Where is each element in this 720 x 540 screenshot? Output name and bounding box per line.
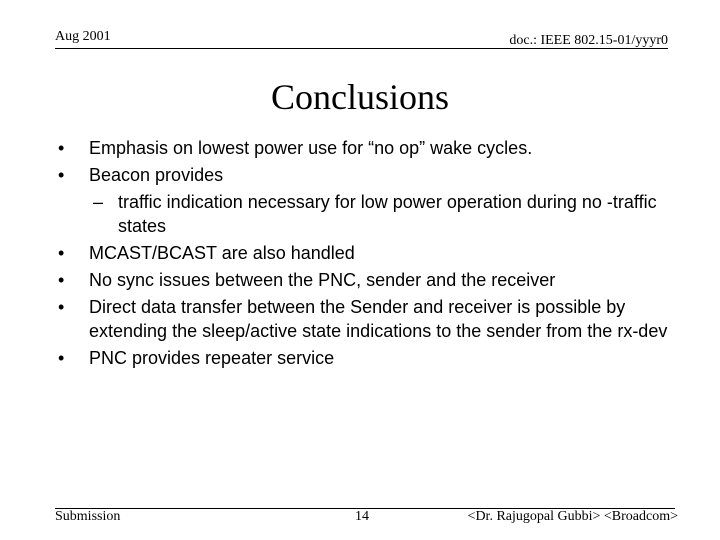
bullet-text: Beacon provides bbox=[89, 165, 224, 185]
bullet-marker: • bbox=[58, 297, 65, 317]
bullet-item bbox=[58, 136, 678, 160]
bullet-marker: • bbox=[58, 270, 65, 290]
footer-submission: Submission bbox=[55, 509, 121, 524]
bullet-item bbox=[58, 241, 678, 265]
header-doc-id: doc.: IEEE 802.15-01/yyyr0 bbox=[509, 33, 668, 48]
bullet-marker: • bbox=[58, 243, 65, 263]
bullet-text: No sync issues between the PNC, sender and the receiver bbox=[89, 270, 556, 290]
bullet-text: MCAST/BCAST are also handled bbox=[89, 243, 355, 263]
slide-title: Conclusions bbox=[270, 77, 449, 117]
bullet-item bbox=[58, 268, 678, 292]
bullet-marker: • bbox=[58, 138, 65, 158]
footer-author: <Dr. Rajugopal Gubbi> <Broadcom> bbox=[467, 509, 678, 524]
sub-bullet-text: traffic indication necessary for low power operation during no -traffic states bbox=[118, 192, 657, 236]
bullet-text: Direct data transfer between the Sender and receiver is possible by extending the sleep/active state indications to the sender from the rx-dev bbox=[89, 297, 668, 341]
header-rule bbox=[55, 48, 668, 49]
header-date: Aug 2001 bbox=[55, 29, 111, 44]
bullet-list bbox=[58, 136, 678, 373]
bullet-item bbox=[58, 163, 678, 187]
sub-bullet-item bbox=[58, 190, 678, 238]
sub-bullet-marker: – bbox=[93, 192, 104, 212]
bullet-text: PNC provides repeater service bbox=[89, 348, 335, 368]
bullet-text: Emphasis on lowest power use for “no op” wake cycles. bbox=[89, 138, 533, 158]
bullet-marker: • bbox=[58, 348, 65, 368]
footer-page-number: 14 bbox=[355, 509, 369, 524]
bullet-marker: • bbox=[58, 165, 65, 185]
bullet-item bbox=[58, 346, 678, 370]
bullet-item bbox=[58, 295, 678, 343]
